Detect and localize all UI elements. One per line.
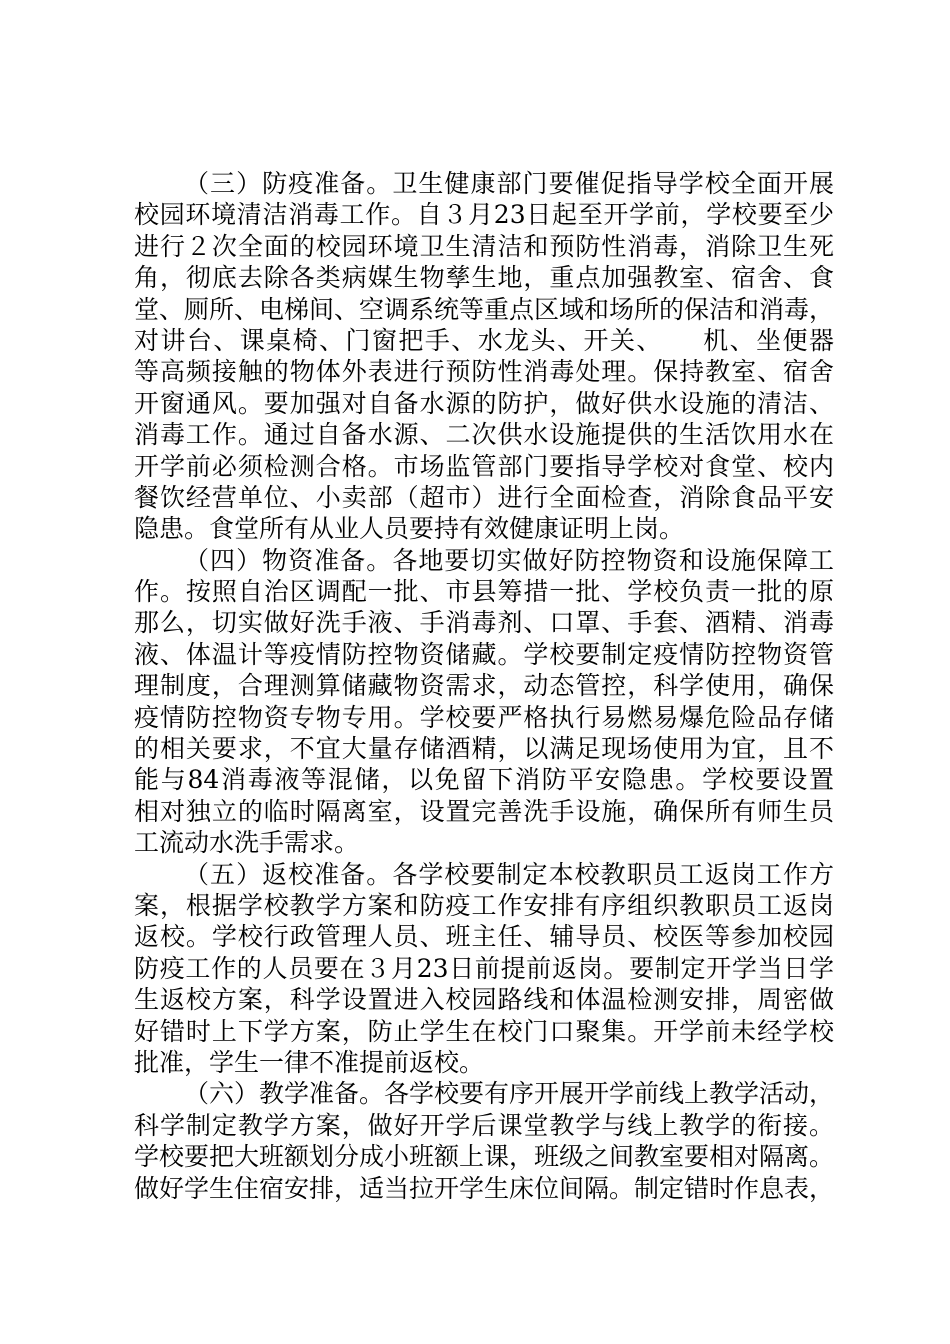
paragraph-supplies — [134, 545, 834, 859]
text-line: 校园环境清洁消毒工作。自３月23日起至开学前，学校要至少 — [134, 200, 834, 230]
text-line: （四）物资准备。各地要切实做好防控物资和设施保障工 — [184, 545, 834, 575]
text-line: 学校要把大班额划分成小班额上课，班级之间教室要相对隔离。 — [134, 1142, 835, 1172]
text-line: 案，根据学校教学方案和防疫工作安排有序组织教职员工返岗 — [134, 890, 834, 920]
text-line: 等高频接触的物体外表进行预防性消毒处理。保持教室、宿舍 — [134, 357, 834, 387]
text-line: 作。按照自治区调配一批、市县筹措一批、学校负责一批的原 — [134, 577, 834, 607]
text-line: 批准，学生一律不准提前返校。 — [134, 1047, 485, 1077]
text-line: 能与84消毒液等混储，以免留下消防平安隐患。学校要设置 — [134, 765, 834, 795]
text-line: 好错时上下学方案，防止学生在校门口聚集。开学前未经学校 — [134, 1016, 834, 1046]
paragraph-epidemic-prevention — [134, 168, 834, 545]
text-line: 隐患。食堂所有从业人员要持有效健康证明上岗。 — [134, 514, 685, 544]
text-line: （六）教学准备。各学校要有序开展开学前线上教学活动， — [184, 1079, 835, 1109]
text-line: 角，彻底去除各类病媒生物孳生地，重点加强教室、宿舍、食 — [134, 263, 834, 293]
text-line: 那么，切实做好洗手液、手消毒剂、口罩、手套、酒精、消毒 — [134, 608, 834, 638]
text-line: 科学制定教学方案，做好开学后课堂教学与线上教学的衔接。 — [134, 1110, 834, 1140]
text-line: 消毒工作。通过自备水源、二次供水设施提供的生活饮用水在 — [134, 420, 834, 450]
text-line: 进行２次全面的校园环境卫生清洁和预防性消毒，消除卫生死 — [134, 231, 834, 261]
text-line: 做好学生住宿安排，适当拉开学生床位间隔。制定错时作息表， — [134, 1173, 835, 1203]
text-line: 餐饮经营单位、小卖部（超市）进行全面检查，消除食品平安 — [134, 482, 834, 512]
text-line: 防疫工作的人员要在３月23日前提前返岗。要制定开学当日学 — [134, 953, 834, 983]
paragraph-teaching — [134, 1078, 834, 1204]
text-line: 开窗通风。要加强对自备水源的防护，做好供水设施的清洁、 — [134, 388, 834, 418]
text-line: （五）返校准备。各学校要制定本校教职员工返岗工作方 — [184, 859, 834, 889]
text-line: 对讲台、课桌椅、门窗把手、水龙头、开关、 机、坐便器 — [134, 325, 834, 355]
text-line: 堂、厕所、电梯间、空调系统等重点区域和场所的保洁和消毒， — [134, 294, 835, 324]
text-line: 理制度，合理测算储藏物资需求，动态管控，科学使用，确保 — [134, 671, 834, 701]
text-line: 的相关要求，不宜大量存储酒精，以满足现场使用为宜，且不 — [134, 734, 834, 764]
text-line: （三）防疫准备。卫生健康部门要催促指导学校全面开展 — [184, 169, 834, 198]
text-line: 返校。学校行政管理人员、班主任、辅导员、校医等参加校园 — [134, 922, 834, 952]
text-line: 生返校方案，科学设置进入校园路线和体温检测安排，周密做 — [134, 985, 834, 1015]
text-line: 液、体温计等疫情防控物资储藏。学校要制定疫情防控物资管 — [134, 639, 834, 669]
text-line: 开学前必须检测合格。市场监管部门要指导学校对食堂、校内 — [134, 451, 834, 481]
text-line: 疫情防控物资专物专用。学校要严格执行易燃易爆危险品存储 — [134, 702, 834, 732]
text-line: 工流动水洗手需求。 — [134, 828, 360, 858]
document-body — [134, 168, 834, 1204]
paragraph-return-to-school — [134, 859, 834, 1079]
text-line: 相对独立的临时隔离室，设置完善洗手设施，确保所有师生员 — [134, 796, 834, 826]
